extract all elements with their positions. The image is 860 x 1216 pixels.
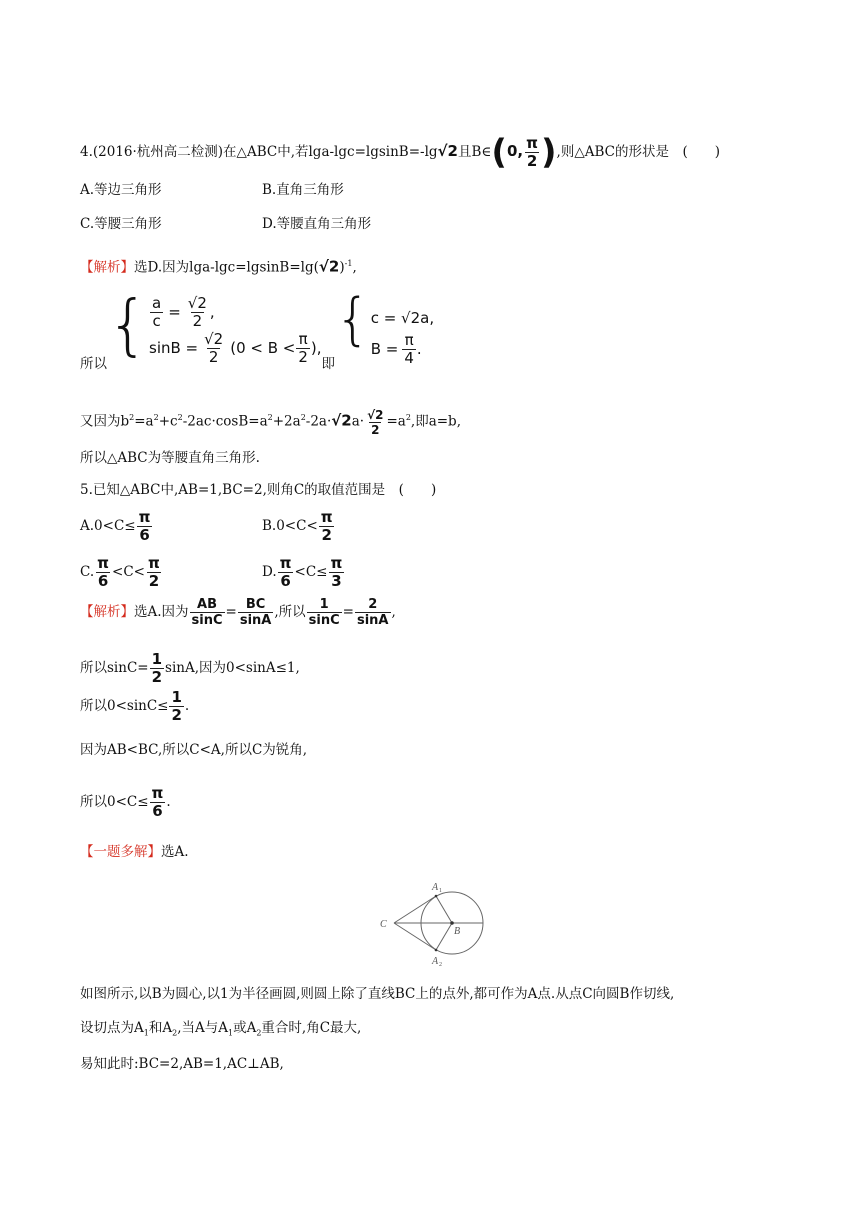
t: sinA,因为0<sinA≤1,	[165, 660, 300, 676]
t: 所以0<C≤	[80, 794, 149, 810]
radius-ba1	[436, 896, 452, 923]
numerator: π	[138, 508, 151, 526]
sup: 2	[300, 413, 306, 422]
denominator: 6	[280, 572, 291, 590]
t: -2a·	[305, 413, 332, 430]
solution-4-line1	[80, 254, 357, 278]
b-label: B =	[370, 340, 399, 358]
denominator: 6	[139, 526, 150, 544]
frac-pi-4	[402, 330, 416, 367]
q5-option-d	[262, 556, 345, 589]
denominator: 4	[404, 348, 414, 367]
solution-tag: 【解析】	[80, 604, 134, 620]
q5-option-b	[262, 510, 336, 543]
alt-solution-tag: 【一题多解】	[80, 844, 161, 860]
sub: 2	[256, 1028, 262, 1038]
sol4-text1c: ,	[352, 259, 357, 276]
denominator: 2	[298, 347, 308, 366]
q4-option-b: B.直角三角形	[262, 182, 344, 198]
label-a2-sub: 2	[439, 962, 442, 968]
solution-4-line3	[80, 408, 461, 436]
alt-paragraph-2	[80, 1018, 361, 1044]
frac-2-sina	[355, 598, 391, 627]
denominator: 2	[192, 311, 203, 330]
numerator: π	[298, 329, 308, 348]
t: 设切点为A	[80, 1020, 144, 1036]
pi-over-2	[524, 136, 540, 169]
label-a2: A	[432, 956, 439, 967]
solution-5-line1	[80, 598, 396, 627]
alt-paragraph-3: 易知此时:BC=2,AB=1,AC⊥AB,	[80, 1056, 284, 1072]
exponent: -1	[344, 259, 353, 268]
t: .	[166, 794, 171, 810]
q5-option-a	[80, 510, 153, 543]
sinb-label: sinB =	[149, 339, 199, 357]
interval-zero: 0,	[506, 142, 524, 160]
t: 重合时,角C最大,	[261, 1020, 362, 1036]
t: ,当A与A	[177, 1020, 228, 1036]
denominator: 2	[526, 152, 538, 170]
q4-mid: 且B∈	[458, 144, 492, 160]
t: D.	[262, 564, 277, 580]
numerator: AB	[197, 597, 218, 612]
numerator: 1	[151, 650, 163, 668]
sup: 2	[405, 413, 411, 422]
close-paren: )	[540, 132, 557, 173]
frac-pi-6	[137, 510, 153, 543]
sqrt2-symbol: √2	[331, 411, 352, 430]
system-1	[149, 294, 322, 366]
comma: ,	[209, 303, 215, 321]
t: -2ac·cosB=a	[182, 413, 268, 430]
frac-sqrt2-2	[365, 409, 385, 436]
frac-bc-sina	[238, 598, 274, 627]
q4-suffix: ,则△ABC的形状是 ( )	[556, 144, 720, 160]
t: A.0<C≤	[80, 518, 136, 534]
eq-b	[371, 332, 434, 366]
solution-5-line2	[80, 652, 300, 685]
t: ,即a=b,	[410, 413, 461, 430]
period: .	[416, 340, 422, 358]
t: 所以0<sinC≤	[80, 698, 169, 714]
sub: 1	[143, 1028, 149, 1038]
radius-ba2	[436, 923, 452, 950]
equals: =	[342, 604, 354, 620]
denominator: sinC	[191, 613, 223, 628]
sup: 2	[267, 413, 273, 422]
numerator: BC	[245, 597, 266, 612]
equals: =	[225, 604, 237, 620]
frac-sqrt2-2	[186, 293, 209, 330]
t: +c	[158, 413, 178, 430]
t: ,所以	[274, 604, 306, 620]
frac-ab-sinc	[190, 598, 225, 627]
denominator: 3	[331, 572, 342, 590]
frac-sqrt2-2	[202, 329, 225, 366]
point-a2-dot	[435, 949, 438, 952]
sqrt2-symbol: √2	[437, 142, 458, 160]
tangent-ca1	[394, 896, 436, 923]
t: ,	[391, 604, 396, 620]
circle-tangent-figure	[372, 878, 496, 968]
sub: 1	[227, 1028, 234, 1038]
solution-5-line5	[80, 786, 171, 819]
sqrt2-symbol: √2	[318, 257, 340, 276]
ji-text: 即	[321, 356, 336, 372]
frac-pi-6	[150, 786, 166, 819]
t: C.	[80, 564, 95, 580]
frac-pi-2	[319, 510, 335, 543]
numerator: π	[330, 554, 343, 572]
sol4-text1: 选D.因为lga-lgc=lgsinB=lg(	[134, 259, 319, 276]
t: =a	[134, 413, 154, 430]
t: .	[184, 698, 190, 714]
denominator: 2	[208, 347, 219, 366]
numerator: π	[320, 508, 333, 526]
condition: (0 < B <	[230, 339, 296, 357]
sup: 2	[129, 413, 135, 422]
t: 所以sinC=	[80, 660, 149, 676]
frac-pi-6	[278, 556, 294, 589]
solution-5-line3	[80, 690, 189, 723]
frac-1-2	[150, 652, 164, 685]
sup: 2	[177, 413, 183, 422]
frac-a-c	[150, 293, 163, 330]
numerator: π	[404, 330, 414, 349]
q4-prefix: 4.(2016·杭州高二检测)在△ABC中,若lga-lgc=lgsinB=-lg	[80, 144, 438, 160]
frac-pi-3	[328, 556, 344, 589]
suoyi-text: 所以	[80, 356, 107, 372]
denominator: 2	[371, 422, 380, 437]
label-c: C	[380, 919, 387, 930]
question-4	[80, 132, 720, 173]
numerator: π	[526, 134, 538, 152]
frac-pi-2	[296, 329, 310, 366]
numerator: π	[151, 784, 164, 802]
frac-pi-6	[95, 556, 111, 589]
numerator: √2	[367, 407, 384, 422]
numerator: √2	[187, 293, 207, 312]
frac-1-2	[169, 690, 183, 723]
sol4-text1b: )	[339, 259, 345, 276]
label-b: B	[454, 926, 461, 937]
t: <C<	[112, 564, 145, 580]
solution-4-system	[80, 286, 435, 372]
question-5: 5.已知△ABC中,AB=1,BC=2,则角C的取值范围是 ( )	[80, 482, 437, 498]
t: <C≤	[294, 564, 328, 580]
denominator: 2	[148, 572, 160, 590]
numerator: π	[279, 554, 292, 572]
numerator: 1	[171, 688, 182, 706]
condition-close: ),	[310, 339, 322, 357]
q4-option-a: A.等边三角形	[80, 182, 162, 198]
alt-solution-heading	[80, 842, 189, 862]
denominator: sinA	[239, 613, 272, 628]
denominator: 2	[151, 668, 163, 686]
label-a1-sub: 1	[439, 888, 442, 894]
system-2	[371, 304, 434, 366]
numerator: π	[97, 554, 110, 572]
tangent-ca2	[394, 923, 436, 950]
denominator: sinC	[308, 613, 340, 628]
t: 选A.	[161, 844, 189, 860]
denominator: c	[152, 311, 161, 330]
alt-paragraph-1: 如图所示,以B为圆心,以1为半径画圆,则圆上除了直线BC上的点外,都可作为A点.从点C向圆B作切线,	[80, 986, 675, 1002]
denominator: 2	[321, 526, 332, 544]
open-paren: (	[491, 132, 507, 173]
t: 或A	[233, 1020, 257, 1036]
t: 和A	[148, 1020, 173, 1036]
t: 选A.因为	[134, 604, 189, 620]
t: B.0<C<	[262, 518, 318, 534]
solution-4-line4: 所以△ABC为等腰直角三角形.	[80, 450, 260, 466]
t: 又因为b	[80, 413, 130, 430]
numerator: 2	[368, 597, 378, 612]
t: +2a	[272, 413, 301, 430]
solution-5-line4: 因为AB<BC,所以C<A,所以C为锐角,	[80, 742, 308, 758]
q5-option-c	[80, 556, 163, 589]
denominator: sinA	[356, 613, 389, 628]
point-a1-dot	[435, 895, 438, 898]
sup: 2	[153, 413, 159, 422]
numerator: a	[152, 293, 162, 312]
numerator: π	[147, 554, 160, 572]
numerator: √2	[204, 329, 224, 348]
denominator: 2	[171, 706, 182, 724]
denominator: 6	[97, 572, 109, 590]
denominator: 6	[152, 802, 163, 820]
frac-pi-2	[146, 556, 162, 589]
numerator: 1	[319, 597, 329, 612]
q4-option-c: C.等腰三角形	[80, 216, 162, 232]
t: a·	[351, 413, 365, 430]
left-brace-2: {	[335, 287, 371, 352]
solution-tag: 【解析】	[80, 259, 134, 276]
eq-sinb	[149, 330, 322, 366]
eq-a-over-c	[149, 294, 322, 330]
q4-option-d: D.等腰直角三角形	[262, 216, 372, 232]
eq-c: c = √2a,	[370, 309, 435, 327]
frac-1-sinc	[307, 598, 342, 627]
center-b-dot	[450, 921, 454, 925]
label-a1: A	[432, 882, 439, 893]
sub: 2	[172, 1028, 178, 1038]
equals: =	[168, 303, 181, 321]
t: =a	[386, 413, 406, 430]
left-brace: {	[107, 286, 149, 363]
